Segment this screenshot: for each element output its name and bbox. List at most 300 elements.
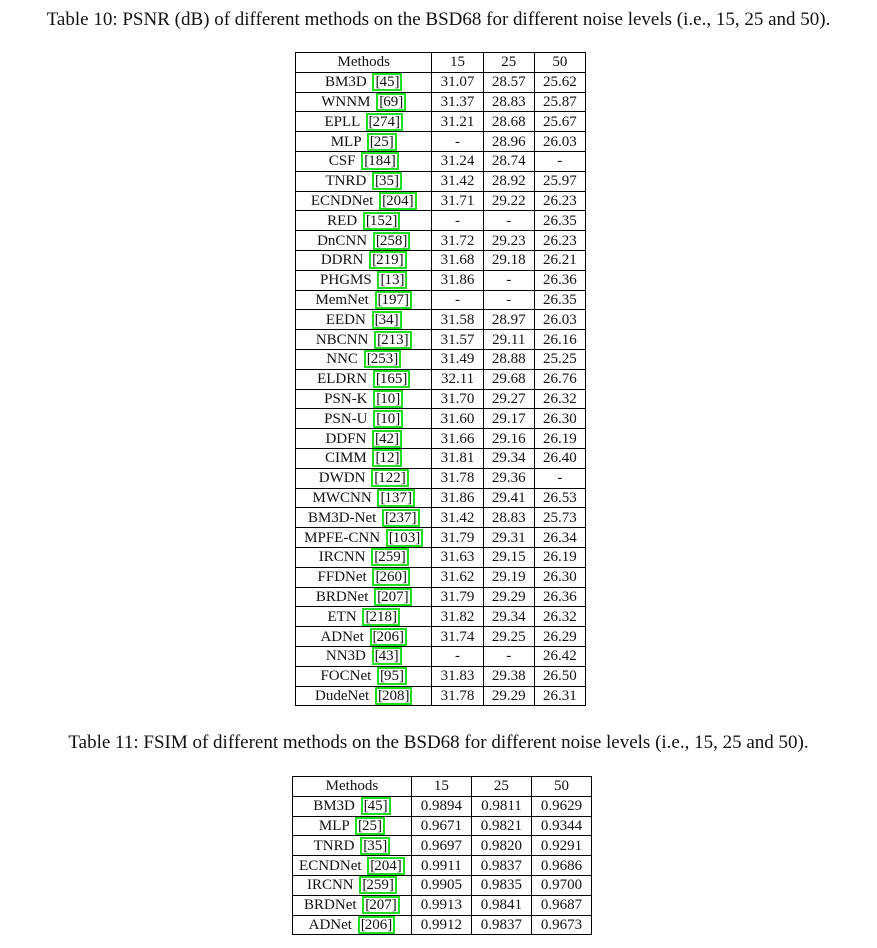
value-25: 28.83 [483,92,534,112]
citation-number: 69 [383,93,399,110]
value-15: 32.11 [432,369,483,389]
citation-link[interactable]: [ 274] [366,113,404,131]
method-name: PSN-U [324,410,368,427]
citation-number: 25 [361,817,377,834]
psnr-table-body [296,72,586,706]
method-cell [296,112,432,132]
value-15: 31.82 [432,607,483,627]
value-25: 29.23 [483,231,534,251]
table-row [293,875,592,895]
citation-number: 259 [366,877,389,894]
value-50: - [534,468,585,488]
table-row [296,290,586,310]
value-15: 31.57 [432,330,483,350]
table-row [296,270,586,290]
citation-number: 13 [384,272,400,289]
value-15: 0.9912 [411,915,471,935]
citation-number: 45 [367,798,383,815]
value-15: 31.68 [432,250,483,270]
method-cell [293,796,412,816]
citation-number: 206 [364,916,388,933]
method-name: MWCNN [312,489,372,506]
table-row [296,191,586,211]
table-row [296,686,586,706]
value-50: 26.16 [534,330,585,350]
citation-link[interactable]: [ 69] [376,93,406,111]
method-name: ETN [327,608,357,625]
value-50: 26.35 [534,211,585,231]
value-50: 26.30 [534,567,585,587]
method-name: DudeNet [315,687,370,704]
citation-link[interactable]: [ 165] [373,370,411,388]
method-cell [296,171,432,191]
value-50: 26.36 [534,270,585,290]
value-15: 0.9671 [411,816,471,836]
fsim-table-body [293,796,592,935]
value-15: - [432,646,483,666]
value-25: 29.22 [483,191,534,211]
method-cell [293,836,412,856]
method-cell [293,856,412,876]
method-name: ADNet [308,916,352,933]
method-cell [296,528,432,548]
value-50: 26.23 [534,191,585,211]
value-25: 28.92 [483,171,534,191]
citation-link[interactable]: [ 259] [371,548,409,566]
value-15: 31.74 [432,627,483,647]
value-25: 28.88 [483,349,534,369]
method-cell [296,627,432,647]
citation-link[interactable]: [ 184] [361,152,399,170]
method-cell [296,250,432,270]
value-50: 0.9673 [531,915,591,935]
value-25: 0.9835 [471,875,531,895]
value-25: 0.9811 [471,796,531,816]
citation-number: 152 [369,212,393,229]
citation-number: 35 [367,837,383,854]
header-methods: Methods [296,53,432,73]
method-name: FFDNet [317,569,367,586]
value-15: 31.79 [432,528,483,548]
value-25: 29.41 [483,488,534,508]
value-15: 31.81 [432,448,483,468]
citation-number: 10 [380,410,396,427]
value-50: 25.97 [534,171,585,191]
method-name: ECNDNet [310,192,374,209]
table-row [296,607,586,627]
value-15: 31.60 [432,409,483,429]
method-cell [296,409,432,429]
method-name: NBCNN [315,331,369,348]
header-15: 15 [432,53,483,73]
table-row [296,488,586,508]
value-50: 0.9686 [531,856,591,876]
citation-number: 34 [378,311,394,328]
method-cell [296,132,432,152]
value-50: 26.30 [534,409,585,429]
citation-number: 207 [369,897,392,914]
value-15: 31.21 [432,112,483,132]
citation-number: 260 [379,569,402,586]
value-50: 26.42 [534,646,585,666]
method-name: DDRN [320,252,364,269]
citation-link[interactable]: [ 260] [372,568,410,586]
table-row [296,72,586,92]
value-50: 26.53 [534,488,585,508]
value-50: 26.50 [534,666,585,686]
fsim-table [292,776,592,935]
method-cell [296,270,432,290]
value-50: 26.03 [534,132,585,152]
method-name: NNC [326,351,358,368]
value-25: - [483,270,534,290]
citation-link[interactable]: [ 207] [374,588,412,606]
value-15: 31.07 [432,72,483,92]
citation-number: 103 [392,529,416,546]
method-cell [296,72,432,92]
value-50: 26.35 [534,290,585,310]
psnr-table [295,52,586,706]
method-name: MLP [318,817,350,834]
citation-number: 237 [389,509,412,526]
value-50: 26.32 [534,607,585,627]
table-row [296,508,586,528]
method-cell [296,468,432,488]
citation-number: 137 [384,489,407,506]
value-25: 29.27 [483,389,534,409]
citation-link[interactable]: [ 258] [373,232,411,250]
table-row [296,468,586,488]
citation-number: 218 [369,608,392,625]
value-25: 28.83 [483,508,534,528]
method-name: CSF [328,153,356,170]
method-name: TNRD [313,837,355,854]
method-name: WNNM [321,93,371,110]
header-25: 25 [471,777,531,797]
citation-number: 207 [381,588,404,605]
value-25: - [483,211,534,231]
table-row [296,567,586,587]
method-name: MemNet [315,291,369,308]
method-name: DWDN [318,470,366,487]
citation-link[interactable]: [ 206] [358,916,396,934]
method-name: BM3D-Net [307,509,377,526]
method-name: PSN-K [324,390,368,407]
value-25: 29.17 [483,409,534,429]
method-name: EEDN [325,311,366,328]
citation-link[interactable]: [ 204] [379,192,417,210]
citation-link[interactable]: [ 218] [362,608,400,626]
method-name: TNRD [325,173,367,190]
value-50: 0.9700 [531,875,591,895]
value-25: 0.9837 [471,856,531,876]
method-cell [296,211,432,231]
citation-link[interactable]: [ 45] [361,797,391,815]
value-25: 0.9837 [471,915,531,935]
table-row [296,627,586,647]
method-name: BM3D [325,74,367,91]
value-15: 0.9894 [411,796,471,816]
citation-number: 122 [378,470,401,487]
citation-link[interactable]: [ 35] [360,837,390,855]
table-row [296,587,586,607]
citation-number: 10 [380,390,396,407]
value-50: 25.73 [534,508,585,528]
table-row [296,547,586,567]
citation-link[interactable]: [ 34] [372,311,402,329]
citation-number: 253 [370,351,394,368]
value-15: - [432,211,483,231]
value-50: 26.19 [534,429,585,449]
citation-link[interactable]: [ 13] [377,271,407,289]
citation-number: 43 [378,648,394,665]
citation-link[interactable]: [ 259] [359,876,397,894]
method-name: MLP [330,133,361,150]
table-row [296,330,586,350]
value-15: 31.49 [432,349,483,369]
table-row [296,646,586,666]
value-50: 25.67 [534,112,585,132]
citation-number: 213 [381,331,404,348]
method-name: IRCNN [306,877,354,894]
method-name: BRDNet [315,588,369,605]
header-25: 25 [483,53,534,73]
method-name: EPLL [324,113,360,130]
value-15: 31.78 [432,468,483,488]
citation-link[interactable]: [ 12] [372,449,402,467]
citation-number: 42 [379,430,395,447]
method-cell [296,448,432,468]
citation-link[interactable]: [ 204] [367,857,405,875]
value-15: 31.66 [432,429,483,449]
value-25: - [483,646,534,666]
citation-link[interactable]: [ 253] [364,350,402,368]
table-11-caption: Table 11: FSIM of different methods on the BSD68 for different noise levels (i.e., 15, 25 and 50). [68,732,809,753]
citation-link[interactable]: [ 10] [373,410,403,428]
value-25: 0.9841 [471,895,531,915]
value-25: 29.68 [483,369,534,389]
citation-number: 219 [376,252,399,269]
method-name: FOCNet [320,668,372,685]
citation-link[interactable]: [ 207] [362,896,400,914]
method-name: BRDNet [304,897,357,914]
citation-link[interactable]: [ 197] [375,291,413,309]
value-50: 26.03 [534,310,585,330]
method-name: RED [327,212,358,229]
value-25: 29.15 [483,547,534,567]
method-cell [296,290,432,310]
citation-link[interactable]: [ 43] [372,647,402,665]
table-row [296,151,586,171]
value-15: 31.58 [432,310,483,330]
citation-number: 274 [372,113,395,130]
citation-link[interactable]: [ 122] [371,469,409,487]
value-15: 31.71 [432,191,483,211]
table-row [296,250,586,270]
citation-link[interactable]: [ 10] [373,390,403,408]
table-row [296,171,586,191]
method-cell [293,816,412,836]
value-50: 0.9687 [531,895,591,915]
value-50: 25.62 [534,72,585,92]
method-name: MPFE-CNN [304,529,381,546]
method-name: ECNDNet [299,857,362,874]
citation-link[interactable]: [ 219] [369,251,407,269]
method-name: DnCNN [317,232,368,249]
table-row [296,448,586,468]
value-25: 29.29 [483,686,534,706]
method-cell [296,686,432,706]
citation-number: 25 [373,133,389,150]
value-50: 0.9344 [531,816,591,836]
value-50: 26.76 [534,369,585,389]
value-15: 31.79 [432,587,483,607]
method-name: IRCNN [318,549,366,566]
citation-link[interactable]: [ 152] [363,212,401,230]
value-25: 29.19 [483,567,534,587]
method-cell [296,369,432,389]
method-cell [296,508,432,528]
citation-link[interactable]: [ 237] [382,509,420,527]
header-15: 15 [411,777,471,797]
method-cell [293,895,412,915]
citation-link[interactable]: [ 103] [386,529,424,547]
value-25: 28.68 [483,112,534,132]
citation-number: 165 [379,371,403,388]
value-50: 26.21 [534,250,585,270]
value-25: 29.38 [483,666,534,686]
value-50: 26.40 [534,448,585,468]
table-header-row [296,53,586,73]
table-row [293,836,592,856]
value-50: 25.87 [534,92,585,112]
method-cell [296,646,432,666]
method-name: CIMM [325,450,367,467]
method-cell [296,349,432,369]
table-row [293,816,592,836]
value-50: 26.29 [534,627,585,647]
citation-number: 197 [381,291,405,308]
method-cell [296,310,432,330]
citation-link[interactable]: [ 95] [377,667,407,685]
citation-number: 206 [376,628,400,645]
header-50: 50 [534,53,585,73]
citation-number: 204 [386,192,409,209]
table-row [296,310,586,330]
method-cell [296,151,432,171]
method-name: BM3D [313,798,355,815]
table-row [293,856,592,876]
value-15: 31.86 [432,488,483,508]
value-15: 0.9911 [411,856,471,876]
table-row [296,92,586,112]
citation-number: 184 [368,153,391,170]
method-cell [296,567,432,587]
table-header-row [293,777,592,797]
method-name: NN3D [325,648,366,665]
citation-number: 204 [374,857,397,874]
value-15: 31.42 [432,171,483,191]
value-15: 31.83 [432,666,483,686]
value-50: 26.32 [534,389,585,409]
value-50: 26.31 [534,686,585,706]
table-row [296,389,586,409]
citation-link[interactable]: [ 25] [355,817,385,835]
citation-link[interactable]: [ 45] [372,73,402,91]
header-50: 50 [531,777,591,797]
method-cell [296,429,432,449]
table-row [296,369,586,389]
citation-number: 259 [378,549,401,566]
method-name: ELDRN [317,371,368,388]
value-15: 0.9913 [411,895,471,915]
table-row [296,666,586,686]
citation-link[interactable]: [ 42] [372,430,402,448]
table-row [296,429,586,449]
method-cell [296,231,432,251]
citation-link[interactable]: [ 213] [374,331,412,349]
method-cell [296,587,432,607]
citation-link[interactable]: [ 137] [377,489,415,507]
value-25: 29.16 [483,429,534,449]
value-25: 28.57 [483,72,534,92]
value-25: 29.36 [483,468,534,488]
method-cell [296,330,432,350]
table-row [296,409,586,429]
value-25: 29.18 [483,250,534,270]
table-row [296,349,586,369]
value-50: 0.9291 [531,836,591,856]
citation-link[interactable]: [ 25] [367,133,397,151]
method-name: DDFN [325,430,367,447]
method-cell [296,92,432,112]
value-25: 28.97 [483,310,534,330]
citation-link[interactable]: [ 208] [375,687,413,705]
citation-number: 12 [379,450,395,467]
value-15: 0.9697 [411,836,471,856]
value-50: - [534,151,585,171]
method-cell [293,915,412,935]
table-row [293,796,592,816]
value-25: 29.31 [483,528,534,548]
citation-link[interactable]: [ 206] [370,628,408,646]
value-25: 29.25 [483,627,534,647]
table-row [296,132,586,152]
value-50: 26.23 [534,231,585,251]
method-cell [296,389,432,409]
table-row [293,895,592,915]
method-name: ADNet [320,628,364,645]
citation-number: 35 [379,173,395,190]
value-15: - [432,132,483,152]
value-25: 28.96 [483,132,534,152]
value-15: 31.78 [432,686,483,706]
table-10-caption: Table 10: PSNR (dB) of different methods on the BSD68 for different noise levels (i.e., 15, 25 and 50). [46,9,831,30]
value-25: 29.34 [483,607,534,627]
value-15: 31.62 [432,567,483,587]
value-25: - [483,290,534,310]
table-row [293,915,592,935]
value-50: 0.9629 [531,796,591,816]
header-methods: Methods [293,777,412,797]
value-25: 29.11 [483,330,534,350]
citation-link[interactable]: [ 35] [372,172,402,190]
method-cell [296,607,432,627]
method-cell [296,191,432,211]
value-25: 28.74 [483,151,534,171]
value-25: 29.29 [483,587,534,607]
value-15: 0.9905 [411,875,471,895]
